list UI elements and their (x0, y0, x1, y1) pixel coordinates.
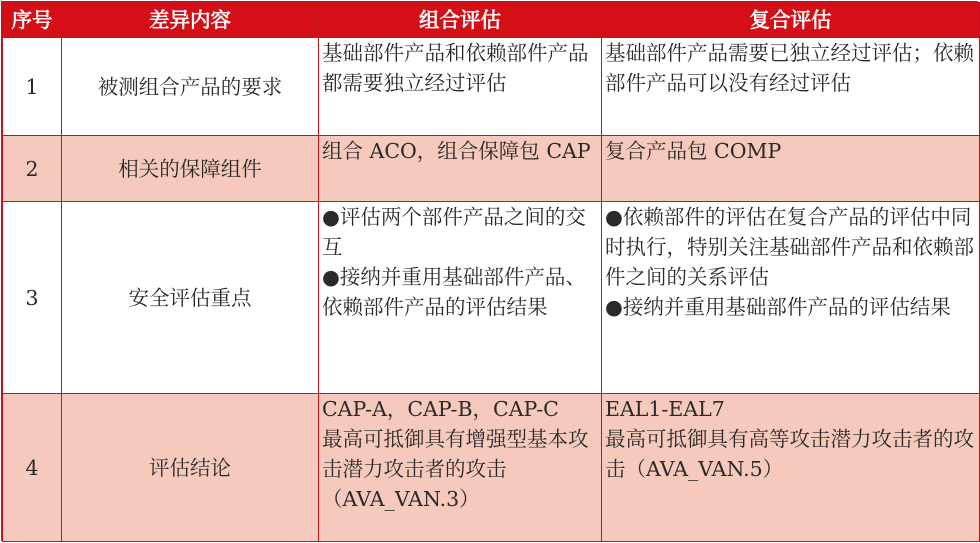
comparison-table (2, 2, 980, 542)
table-row (3, 38, 980, 136)
cell-text: CAP-A，CAP-B，CAP-C (322, 397, 559, 421)
header-combined-evaluation: 组合评估 (319, 3, 602, 38)
cell-text: 基础部件产品需要已独立经过评估；依赖部件产品可以没有经过评估 (605, 41, 974, 95)
row-composite (602, 136, 980, 202)
row-composite (602, 202, 980, 394)
header-composite-evaluation: 复合评估 (602, 3, 980, 38)
row-difference: 被测组合产品的要求 (62, 38, 319, 136)
table-header-row (3, 3, 980, 38)
cell-text: 复合产品包 COMP (605, 139, 782, 163)
bullet-text: ●评估两个部件产品之间的交互 (322, 205, 586, 259)
row-number: 3 (3, 202, 62, 394)
row-difference: 安全评估重点 (62, 202, 319, 394)
cell-text: 组合 ACO，组合保障包 CAP (322, 139, 591, 163)
comparison-table-container (1, 1, 978, 541)
row-composite (602, 394, 980, 542)
row-difference: 评估结论 (62, 394, 319, 542)
row-number: 2 (3, 136, 62, 202)
row-difference: 相关的保障组件 (62, 136, 319, 202)
row-number: 1 (3, 38, 62, 136)
row-number: 4 (3, 394, 62, 542)
row-combined (319, 394, 602, 542)
cell-text: 最高可抵御具有高等攻击潜力攻击者的攻击（AVA_VAN.5） (605, 427, 974, 481)
table-row (3, 202, 980, 394)
bullet-text: ●接纳并重用基础部件产品的评估结果 (605, 295, 951, 319)
header-no: 序号 (3, 3, 62, 38)
cell-text: 基础部件产品和依赖部件产品都需要独立经过评估 (322, 41, 589, 95)
cell-text: 最高可抵御具有增强型基本攻击潜力攻击者的攻击（AVA_VAN.3） (322, 427, 589, 511)
row-combined (319, 136, 602, 202)
row-combined (319, 202, 602, 394)
row-composite (602, 38, 980, 136)
bullet-text: ●依赖部件的评估在复合产品的评估中同时执行，特别关注基础部件产品和依赖部件之间的关系评估 (605, 205, 974, 289)
bullet-text: ●接纳并重用基础部件产品、依赖部件产品的评估结果 (322, 265, 586, 319)
table-row (3, 136, 980, 202)
row-combined (319, 38, 602, 136)
cell-text: EAL1-EAL7 (605, 397, 725, 421)
table-row (3, 394, 980, 542)
header-difference: 差异内容 (62, 3, 319, 38)
